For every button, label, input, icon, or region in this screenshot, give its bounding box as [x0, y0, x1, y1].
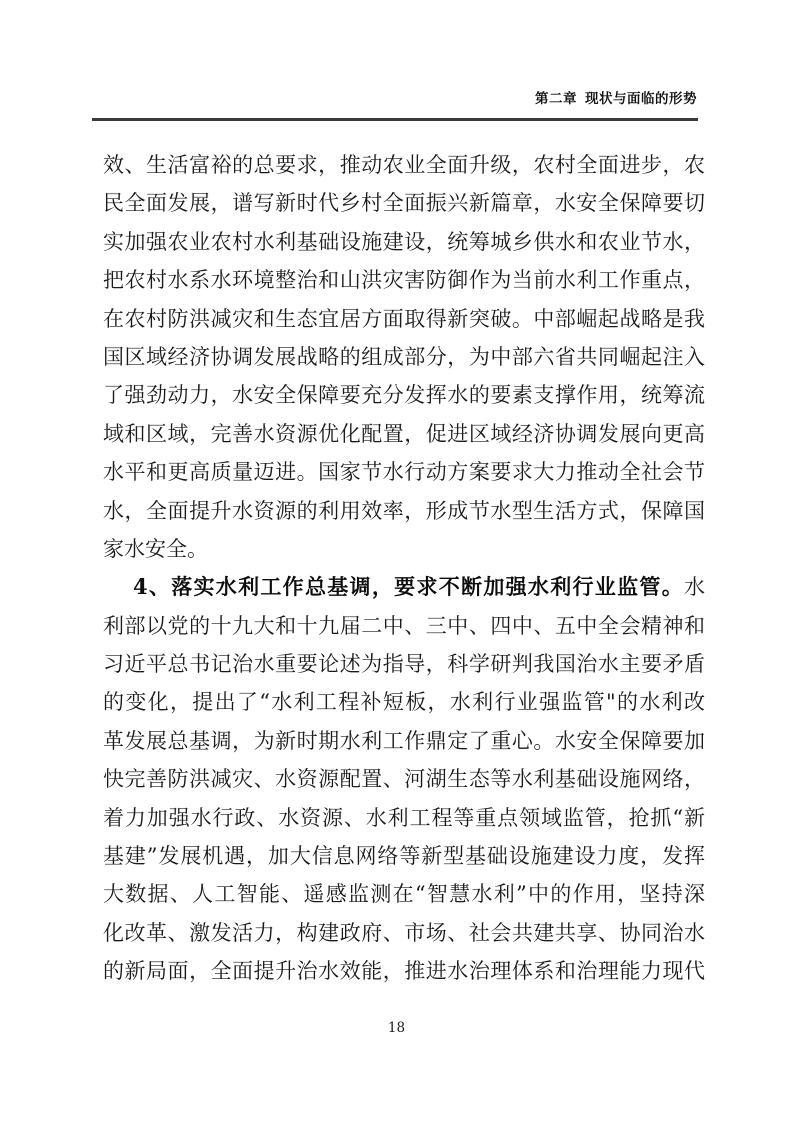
body-text-segment: 家水安全。	[103, 536, 208, 561]
body-text-segment: 在农村防洪减灾和生态宜居方面取得新突破。中部崛起战略是我	[103, 306, 705, 331]
chapter-label: 第二章	[535, 91, 577, 107]
body-text	[103, 146, 705, 991]
body-text-segment: 习近平总书记治水重要论述为指导，科学研判我国治水主要矛盾	[103, 652, 705, 677]
text-line	[103, 530, 705, 568]
text-line	[103, 837, 705, 875]
text-line	[103, 568, 705, 606]
text-line	[103, 722, 705, 760]
text-line	[103, 146, 705, 184]
body-text-segment: 效、生活富裕的总要求，推动农业全面升级，农村全面进步，农	[103, 153, 705, 177]
body-text-segment: 着力加强水行政、水资源、水利工程等重点领域监管，抢抓“新	[103, 805, 705, 830]
text-line	[103, 952, 705, 990]
page-footer	[0, 1020, 793, 1036]
body-text-segment: 水	[684, 575, 705, 600]
body-text-segment: 了强劲动力，水安全保障要充分发挥水的要素支撑作用，统筹流	[103, 383, 705, 408]
body-text-segment: 域和区域，完善水资源优化配置，促进区域经济协调发展向更高	[103, 421, 705, 446]
text-line	[103, 799, 705, 837]
body-text-segment: 民全面发展，谱写新时代乡村全面振兴新篇章，水安全保障要切	[103, 191, 705, 216]
text-line	[103, 300, 705, 338]
text-line	[103, 453, 705, 491]
running-header	[535, 87, 697, 107]
text-line	[103, 683, 705, 721]
text-line	[103, 645, 705, 683]
text-line	[103, 914, 705, 952]
body-text-segment: 化改革、激发活力，构建政府、市场、社会共建共享、协同治水	[103, 920, 705, 945]
body-text-segment: 革发展总基调，为新时期水利工作鼎定了重心。水安全保障要加	[103, 728, 705, 753]
body-text-segment: 的变化，提出了“水利工程补短板，水利行业强监管"的水利改	[103, 690, 705, 715]
text-line	[103, 415, 705, 453]
text-line	[103, 607, 705, 645]
text-line	[103, 875, 705, 913]
body-text-segment: 快完善防洪减灾、水资源配置、河湖生态等水利基础设施网络，	[103, 767, 705, 792]
chapter-title: 现状与面临的形势	[585, 91, 697, 107]
body-text-segment: 把农村水系水环境整治和山洪灾害防御作为当前水利工作重点，	[103, 268, 705, 293]
body-text-segment: 利部以党的十九大和十九届二中、三中、四中、五中全会精神和	[103, 613, 705, 638]
text-line	[103, 492, 705, 530]
body-text-segment: 大数据、人工智能、遥感监测在“智慧水利”中的作用，坚持深	[103, 882, 705, 907]
bold-heading-text: 4、落实水利工作总基调，要求不断加强水利行业监管。	[133, 574, 684, 600]
body-text-segment: 的新局面，全面提升治水效能，推进水治理体系和治理能力现代	[103, 959, 705, 984]
body-text-segment: 水，全面提升水资源的利用效率，形成节水型生活方式，保障国	[103, 498, 705, 523]
text-line	[103, 338, 705, 376]
body-text-segment: 水平和更高质量迈进。国家节水行动方案要求大力推动全社会节	[103, 460, 705, 485]
body-text-segment: 实加强农业农村水利基础设施建设，统筹城乡供水和农业节水，	[103, 229, 705, 254]
text-line	[103, 760, 705, 798]
text-line	[103, 184, 705, 222]
text-line	[103, 376, 705, 414]
body-text-segment: 基建”发展机遇，加大信息网络等新型基础设施建设力度，发挥	[103, 844, 705, 869]
text-line	[103, 261, 705, 299]
text-line	[103, 223, 705, 261]
body-text-segment: 国区域经济协调发展战略的组成部分，为中部六省共同崛起注入	[103, 344, 705, 369]
page-number: 18	[387, 1020, 406, 1036]
header-rule	[92, 118, 698, 121]
